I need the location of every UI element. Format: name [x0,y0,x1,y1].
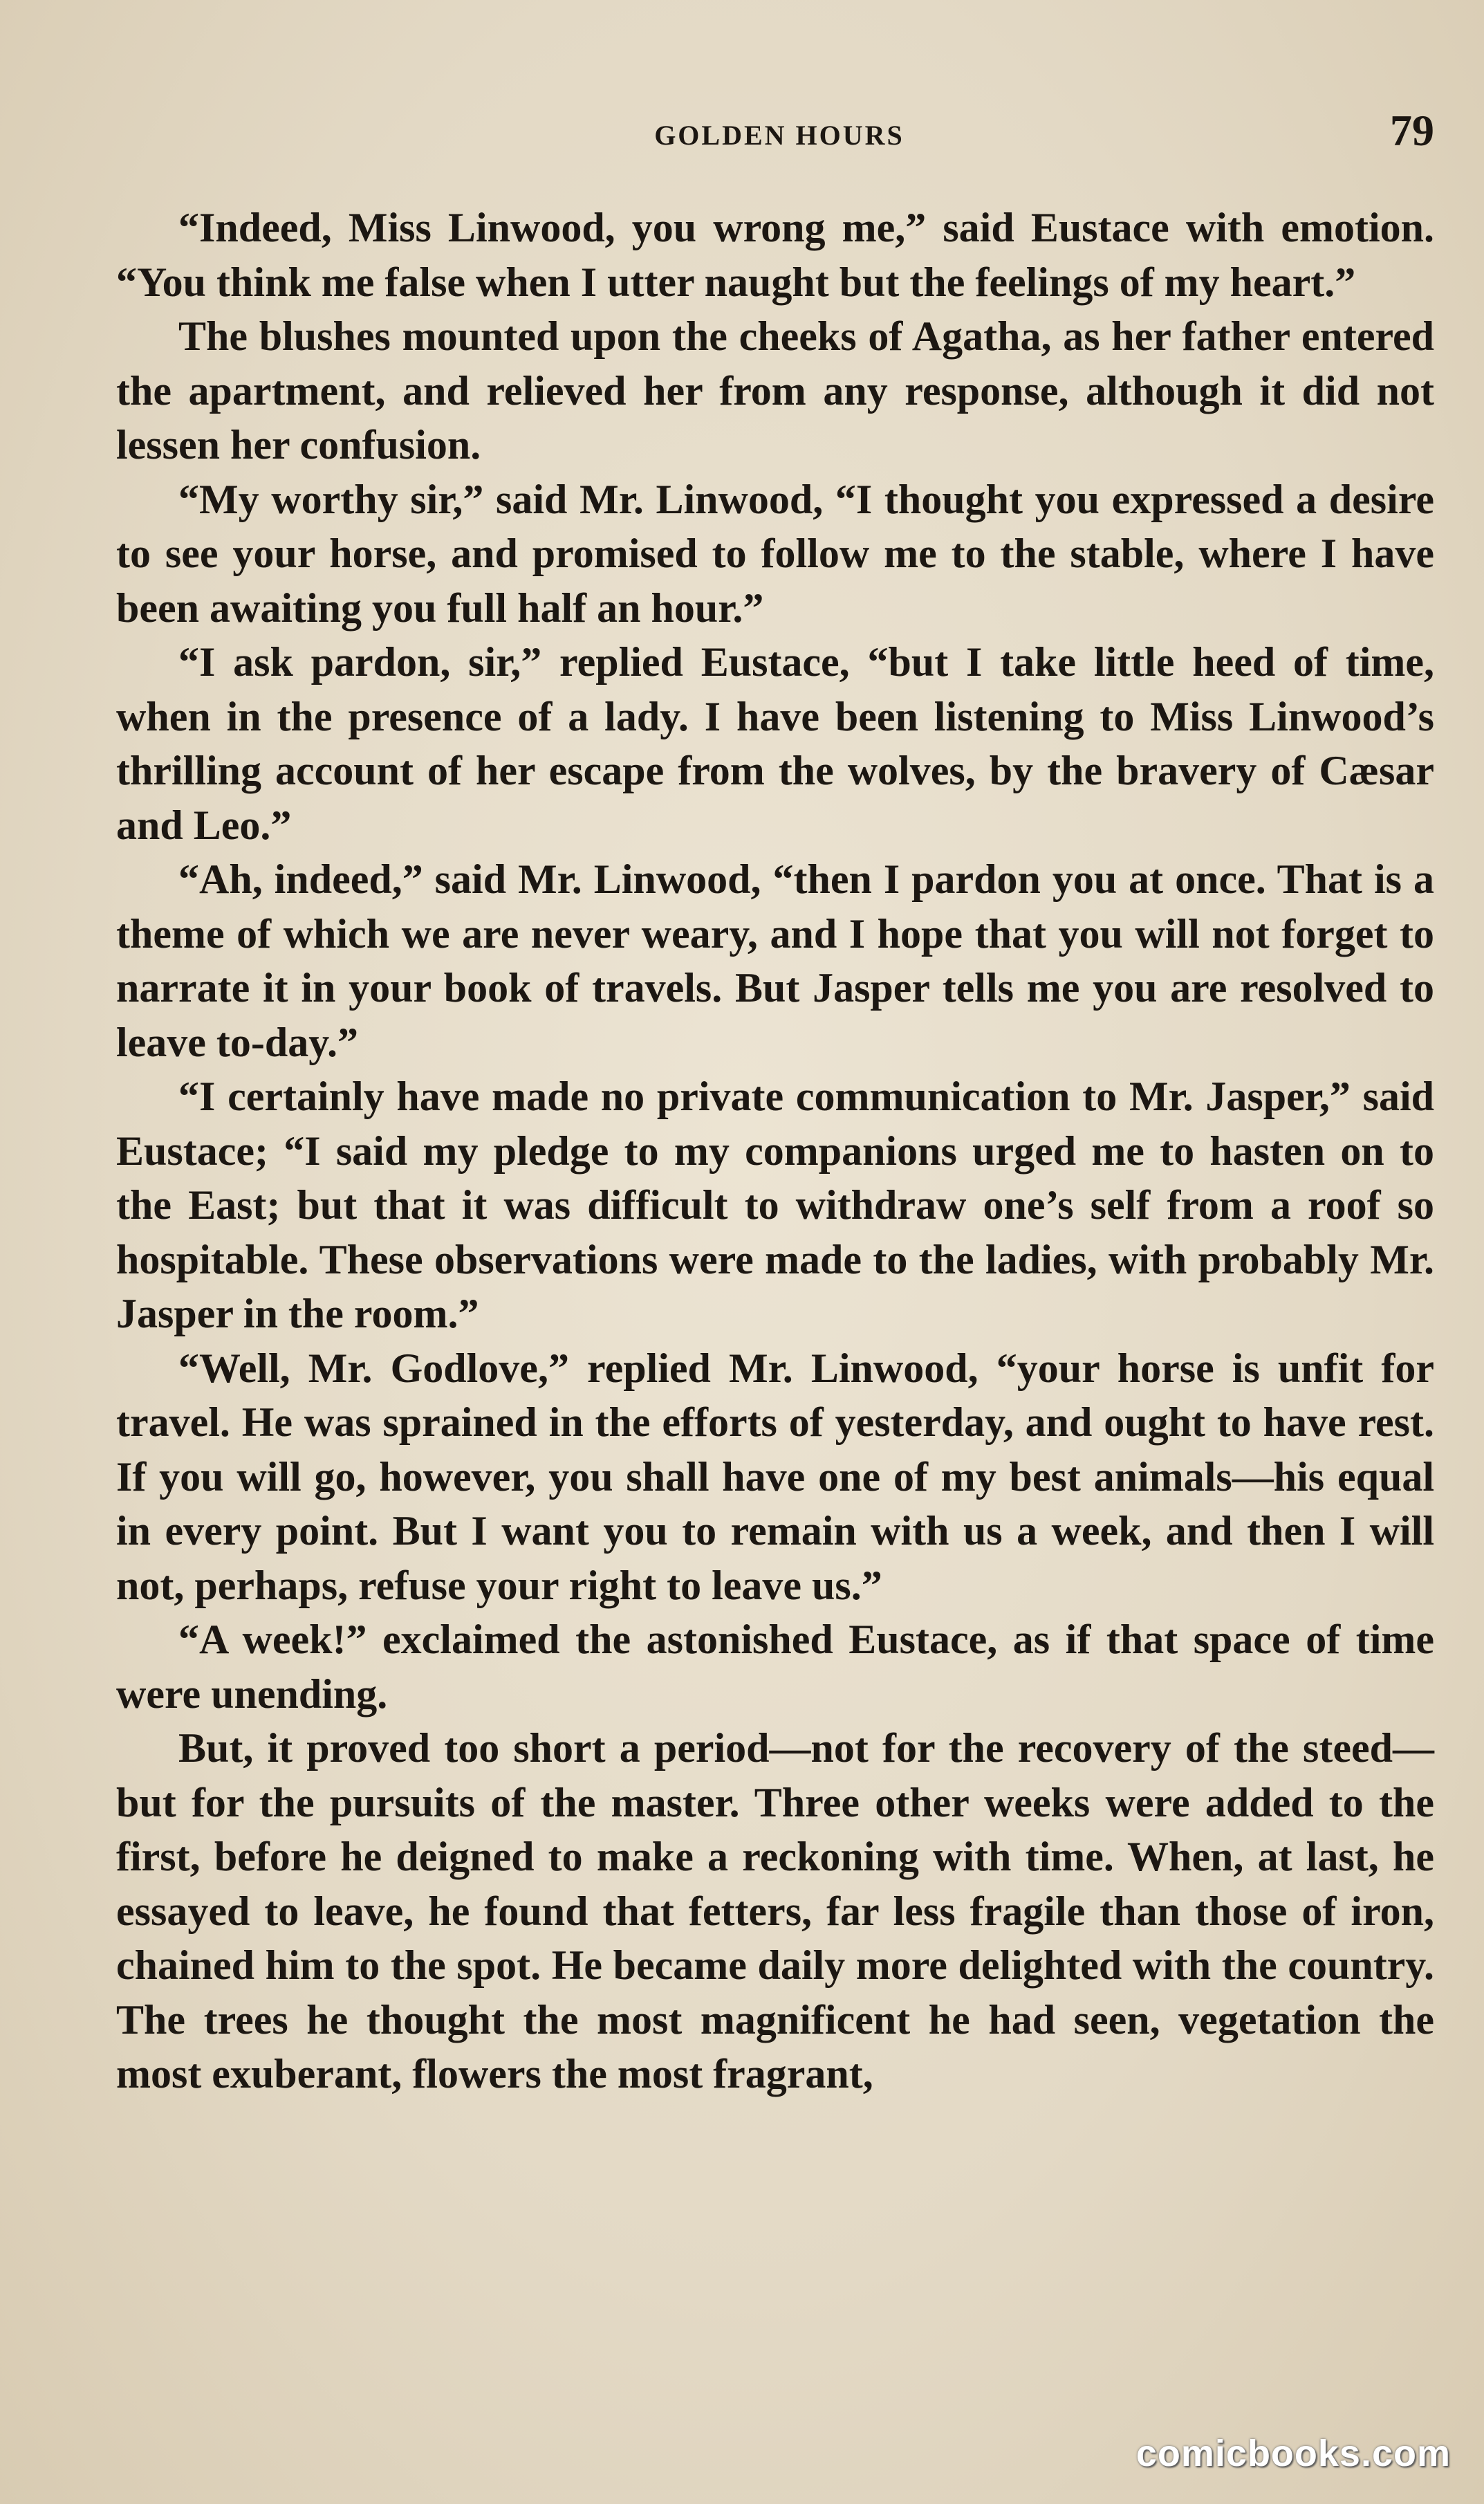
page-number: 79 [1390,106,1434,155]
running-title: GOLDEN HOURS [654,120,905,151]
paragraph: “I ask pardon, sir,” replied Eustace, “but I take little heed of time, when in the presence of a lady. I have been listening to Miss Linwood’s thrilling account of her escape from the wolves, by the bravery of Cæsar and Leo.” [116,639,1434,848]
paragraph: But, it proved too short a period—not for the recovery of the steed—but for the pursuits of the master. Three other weeks were added to the first, before he deigned to make a reckoning with time. When, at last, he essayed to leave, he found that fetters, far less fragile than those of iron, chained him to the spot. He became daily more delighted with the country. The trees he thought the most magnificent he had seen, vegetation the most exuberant, flowers the most fragrant, [116,1725,1434,2097]
page-header [118,104,1441,159]
paragraph: “My worthy sir,” said Mr. Linwood, “I thought you expressed a desire to see your horse, and promised to follow me to the stable, where I have been awaiting you full half an hour.” [116,476,1434,631]
paragraph: The blushes mounted upon the cheeks of Agatha, as her father entered the apartment, and relieved her from any response, although it did not lessen her confusion. [116,313,1434,468]
paragraph: “A week!” exclaimed the astonished Eustace, as if that space of time were unending. [116,1617,1434,1717]
paragraph: “Well, Mr. Godlove,” replied Mr. Linwood, “your horse is unfit for travel. He was sprained in the efforts of yesterday, and ought to have rest. If you will go, however, you shall have one of my best animals—his equal in every point. But I want you to remain with us a week, and then I will not, perhaps, refuse your right to leave us.” [116,1345,1434,1608]
paragraph: “I certainly have made no private communication to Mr. Jasper,” said Eustace; “I said my pledge to my companions urged me to hasten on to the East; but that it was difficult to withdraw one’s self from a roof so hospitable. These observations were made to the ladies, with probably Mr. Jasper in the room.” [116,1074,1434,1336]
body-text [116,201,1434,2101]
paragraph: “Indeed, Miss Linwood, you wrong me,” said Eustace with emotion. “You think me false when I utter naught but the feelings of my heart.” [116,205,1434,305]
watermark: comicbooks.com [1135,2433,1451,2474]
paragraph: “Ah, indeed,” said Mr. Linwood, “then I pardon you at once. That is a theme of which we are never weary, and I hope that you will not forget to narrate it in your book of travels. But Jasper tells me you are resolved to leave to-day.” [116,856,1434,1065]
